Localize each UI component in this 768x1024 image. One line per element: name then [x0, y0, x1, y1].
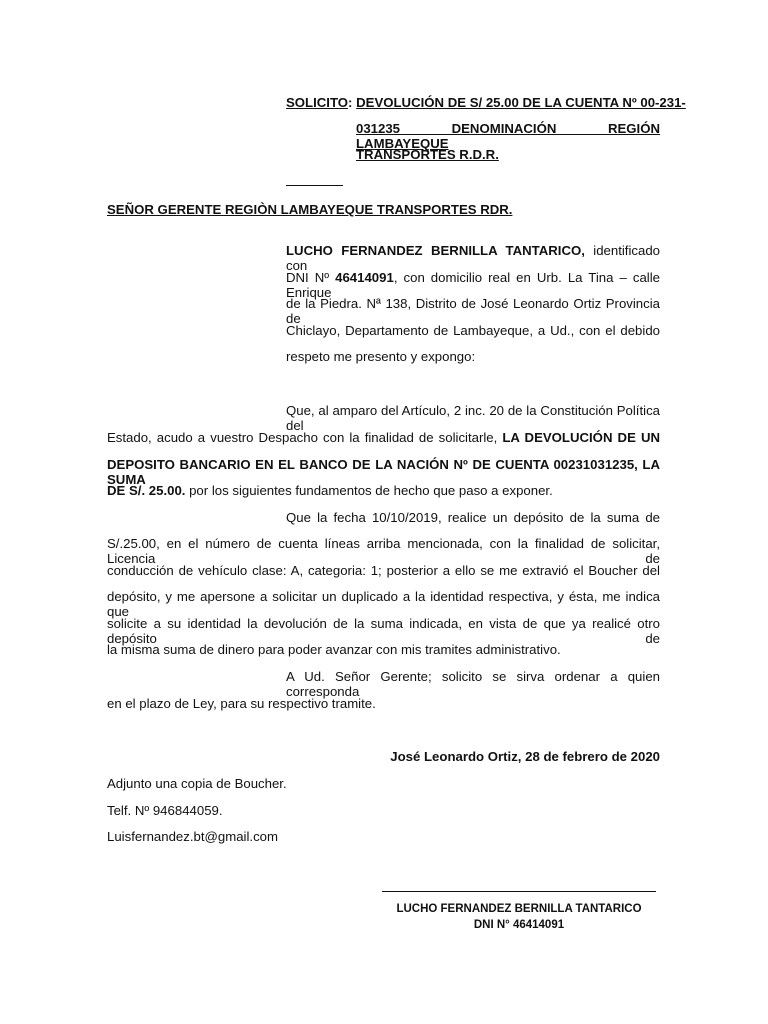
para2-line-4: depósito, y me apersone a solicitar un duplicado a la identidad respectiva, y ésta, me indica que — [107, 589, 660, 619]
para1-line-2-bold: LA DEVOLUCIÓN DE UN — [502, 430, 660, 445]
solicito-label: SOLICITO — [286, 95, 349, 110]
para3-line-2: en el plazo de Ley, para su respectivo tramite. — [107, 696, 376, 711]
intro-line-1 — [286, 243, 660, 273]
dni-label: DNI Nº — [286, 270, 336, 285]
para2-line-1: Que la fecha 10/10/2019, realice un depósito de la suma de — [286, 510, 660, 525]
email-line: Luisfernandez.bt@gmail.com — [107, 829, 278, 844]
para1-line-4 — [107, 483, 553, 498]
para2-line-2: S/.25.00, en el número de cuenta líneas arriba mencionada, con la finalidad de solicitar, Licencia de — [107, 536, 660, 566]
addressee: SEÑOR GERENTE REGIÒN LAMBAYEQUE TRANSPORTES RDR. — [107, 202, 513, 217]
subject-line-3: TRANSPORTES R.D.R. — [356, 147, 499, 162]
para1-line-2 — [107, 430, 660, 445]
intro-line-3: de la Piedra. Nª 138, Distrito de José Leonardo Ortiz Provincia de — [286, 296, 660, 326]
intro-line-4: Chiclayo, Departamento de Lambayeque, a Ud., con el debido — [286, 323, 660, 338]
subject-line-2: 031235 DENOMINACIÓN REGIÓN LAMBAYEQUE — [356, 121, 660, 151]
signature-dni: DNI N° 46414091 — [473, 919, 565, 931]
subject-text-1: DEVOLUCIÓN DE S/ 25.00 DE LA CUENTA Nº 00-231- — [356, 95, 686, 110]
signature-name: LUCHO FERNANDEZ BERNILLA TANTARICO — [396, 903, 642, 915]
separator-line — [286, 185, 343, 186]
para3-line-1: A Ud. Señor Gerente; solicito se sirva ordenar a quien corresponda — [286, 669, 660, 699]
applicant-name: LUCHO FERNANDEZ BERNILLA TANTARICO, — [286, 243, 585, 258]
para1-line-4-rest: por los siguientes fundamentos de hecho que paso a exponer. — [185, 483, 553, 498]
subject-line-1 — [286, 95, 686, 110]
para2-line-3: conducción de vehículo clase: A, categoria: 1; posterior a ello se me extravió el Boucher del — [107, 563, 660, 578]
solicito-colon: : — [348, 95, 353, 110]
attachment-line: Adjunto una copia de Boucher. — [107, 776, 287, 791]
para1-line-1: Que, al amparo del Artículo, 2 inc. 20 de la Constitución Política del — [286, 403, 660, 433]
intro-line-5: respeto me presento y expongo: — [286, 349, 476, 364]
place-date: José Leonardo Ortiz, 28 de febrero de 2020 — [390, 749, 660, 764]
para1-line-3: DEPOSITO BANCARIO EN EL BANCO DE LA NACIÓN Nº DE CUENTA 00231031235, LA SUMA — [107, 457, 660, 487]
para1-line-2-pre: Estado, acudo a vuestro Despacho con la finalidad de solicitarle, — [107, 430, 498, 445]
para2-line-6: la misma suma de dinero para poder avanzar con mis tramites administrativo. — [107, 642, 561, 657]
intro-line-2-rest: , con domicilio real en Urb. La Tina – calle Enrique — [286, 270, 660, 300]
signature-line — [382, 891, 656, 892]
dni-number: 46414091 — [335, 270, 394, 285]
para2-line-5: solicite a su identidad la devolución de la suma indicada, en vista de que ya realicé otro depósito de — [107, 616, 660, 646]
phone-line: Telf. Nº 946844059. — [107, 803, 223, 818]
para1-line-4-bold: DE S/. 25.00. — [107, 483, 186, 498]
intro-line-1-rest: identificado con — [286, 243, 660, 273]
